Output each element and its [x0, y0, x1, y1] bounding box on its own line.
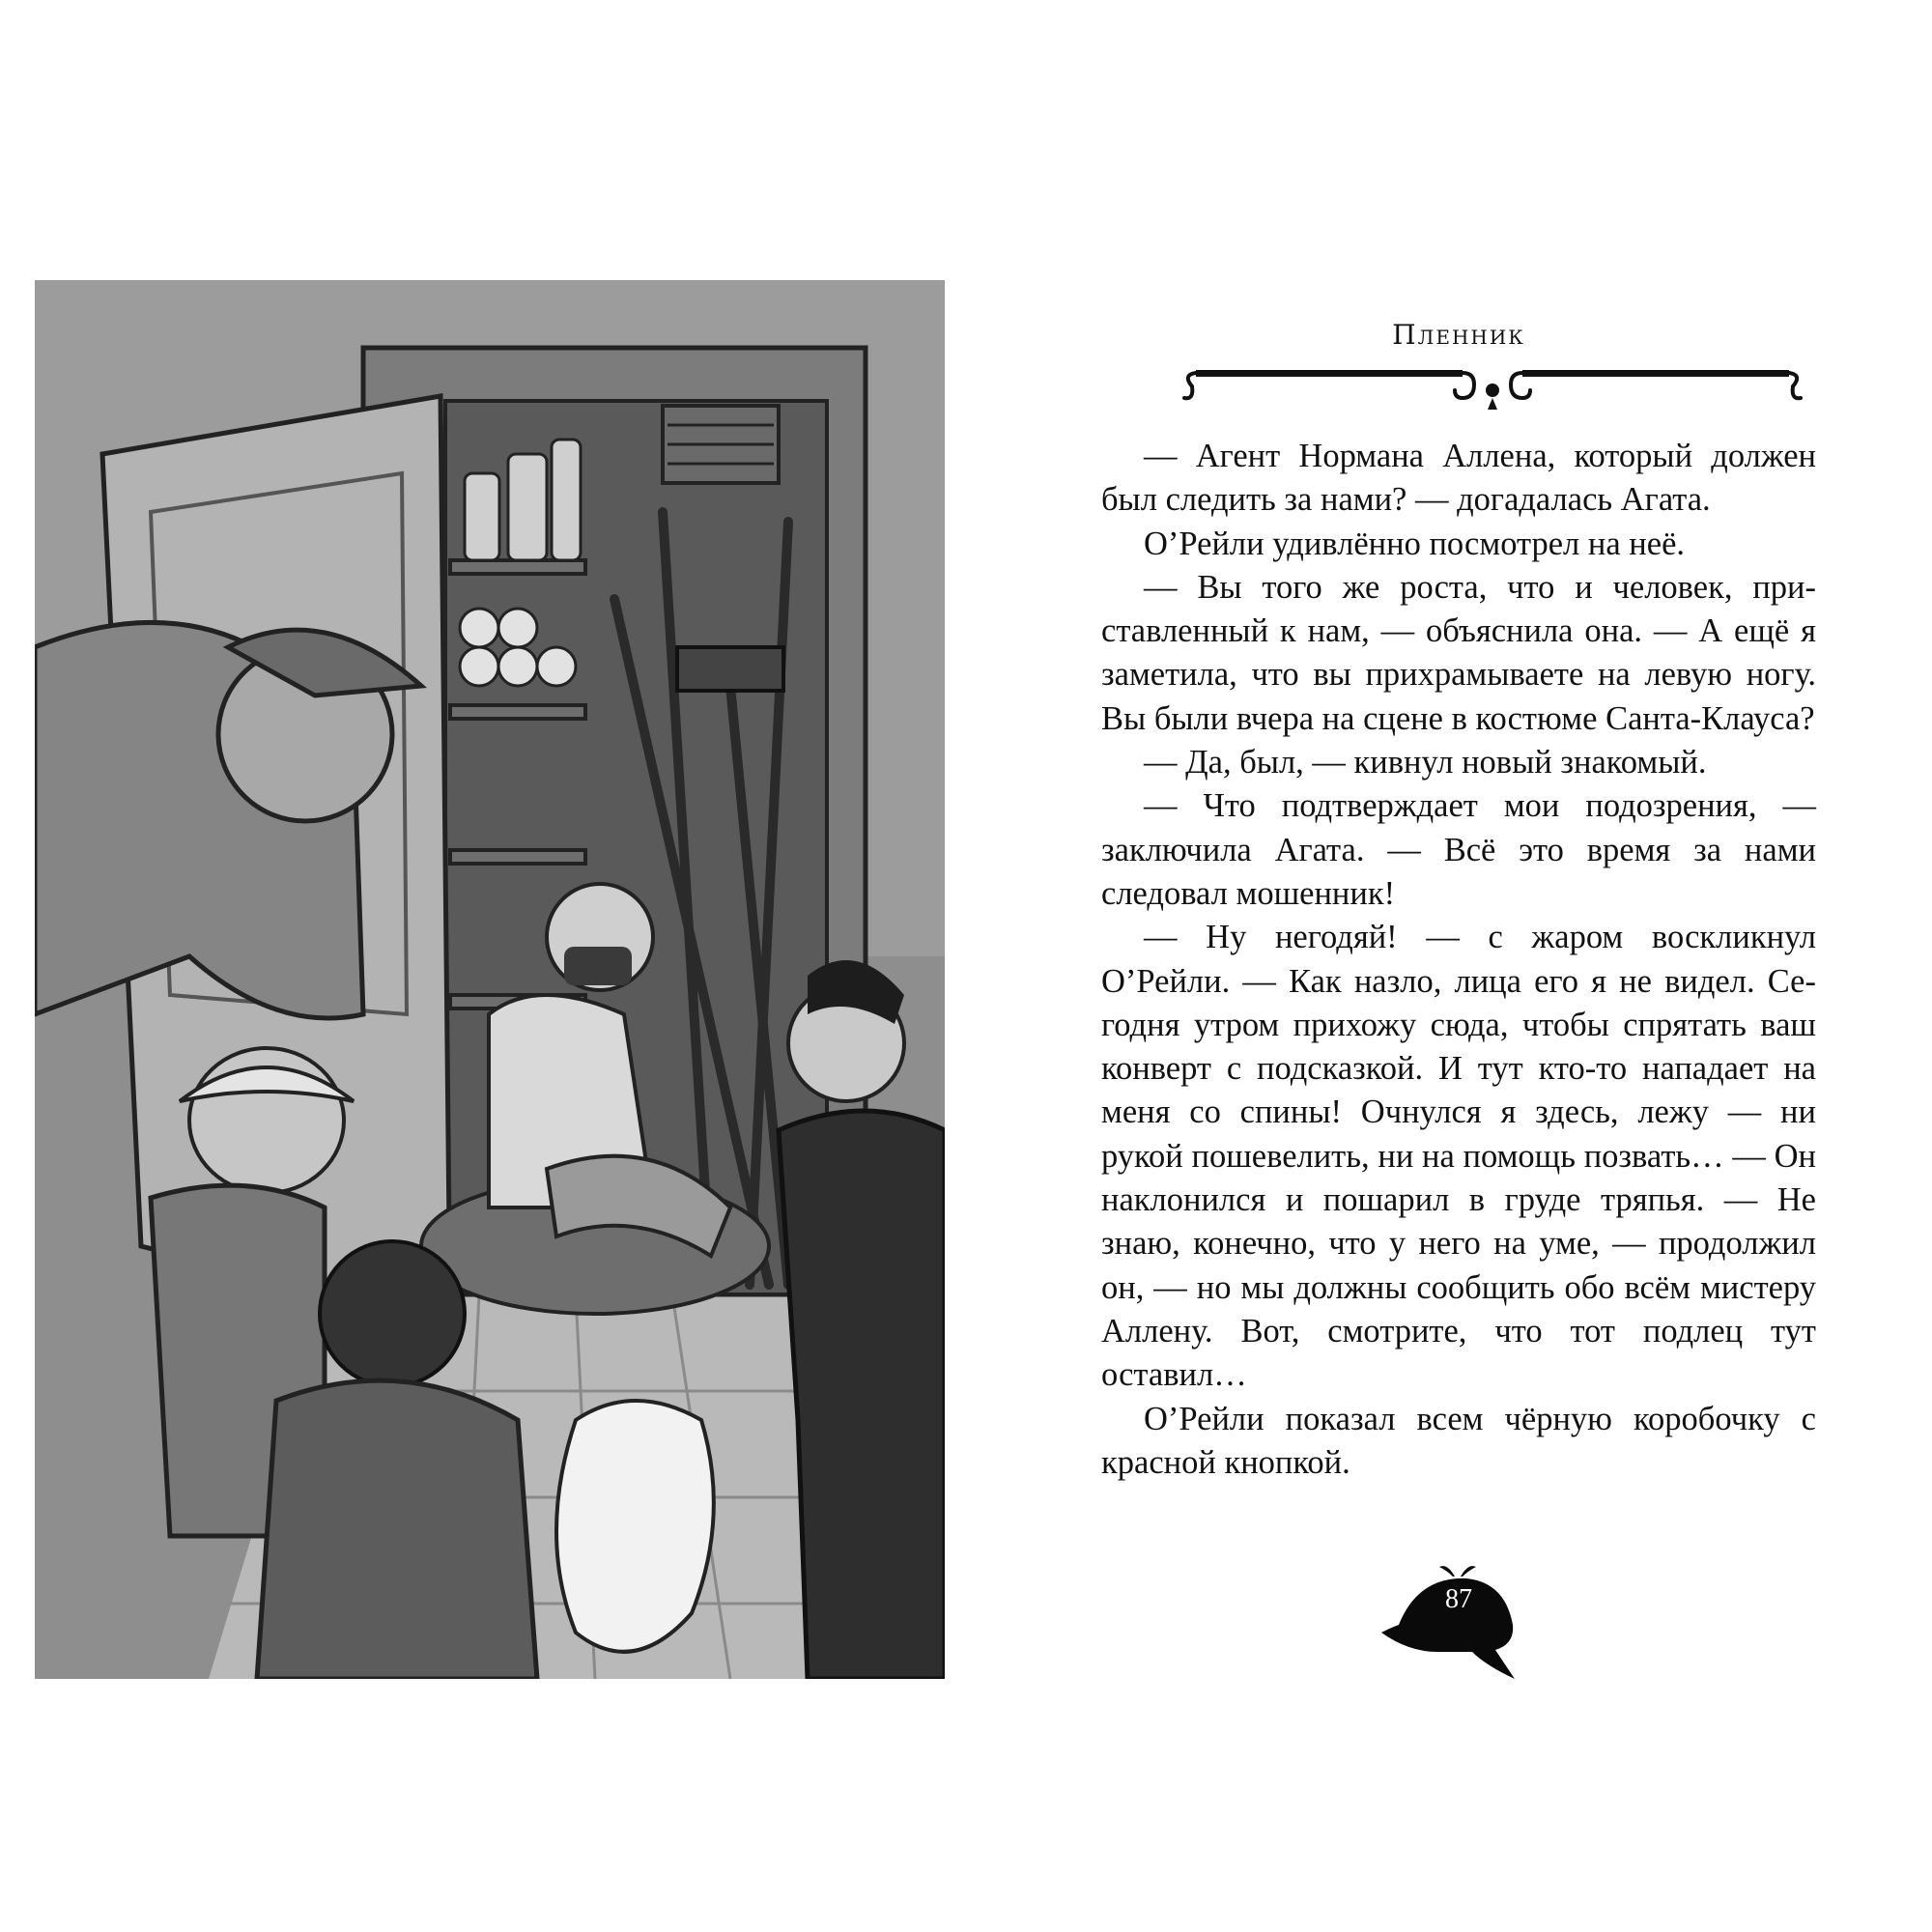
paragraph: — Что подтверждает мои подозрения, — заключила Агата. — Всё это время за нами следовал мошенник! [1101, 787, 1816, 912]
page-number: 87 [1445, 1584, 1472, 1614]
paragraph: — Вы того же роста, что и человек, приставленный к нам, — объяснила она. — А ещё я заметила, что вы прихрамываете на левую ногу. Вы были вчера на сцене в костюме Санта-Клауса? [1101, 568, 1816, 737]
closet-scene-illustration [35, 280, 945, 1679]
chapter-title: Пленник [1392, 319, 1525, 351]
paragraph: — Да, был, — кивнул новый знакомый. [1144, 744, 1707, 781]
ornament-divider-icon [1173, 365, 1812, 413]
illustration [35, 280, 945, 1679]
paragraph: — Агент Нормана Аллена, который должен был следить за нами? — догадалась Агата. [1101, 438, 1816, 519]
paragraph: — Ну негодяй! — с жаром воскликнул О’Рейли. — Как назло, лица его я не видел. Сегодня утром прихожу сюда, чтобы спрятать ваш конверт с подсказкой. И тут кто-то нападает на меня со спины! Очнулся я здесь, лежу — ни рукой пошевелить, ни на помощь позвать… — Он наклонился и пошарил в груде тряпья. — Не знаю, конечно, что у него на уме, — продолжил он, — но мы должны сообщить обо всём мистеру Аллену. Вот, смотрите, что тот подлец тут оставил… [1101, 919, 1816, 1394]
body-text [1101, 435, 1816, 1485]
deerstalker-hat-icon [1379, 1557, 1524, 1683]
paragraph: О’Рейли удивлённо посмотрел на неё. [1144, 525, 1686, 562]
paragraph: О’Рейли показал всем чёрную коробочку с красной кнопкой. [1101, 1400, 1816, 1481]
